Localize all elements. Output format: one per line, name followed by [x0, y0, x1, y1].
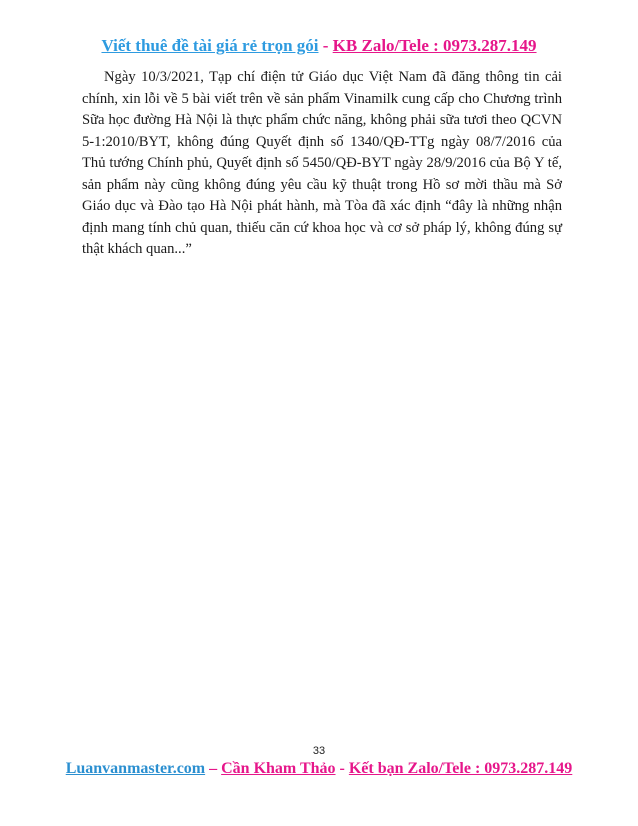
header-service-link[interactable]: Viết thuê đề tài giá rẻ trọn gói — [101, 36, 319, 55]
footer-separator-2: - — [335, 760, 349, 777]
page-number: 33 — [312, 745, 326, 757]
header-separator: - — [318, 36, 333, 55]
header-contact-link[interactable]: KB Zalo/Tele : 0973.287.149 — [332, 36, 537, 55]
footer-site-link[interactable]: Luanvanmaster.com — [65, 760, 206, 777]
footer-name-link[interactable]: Cần Kham Thảo — [221, 760, 336, 777]
footer-separator-1: – — [205, 760, 222, 777]
footer-contact-link[interactable]: Kết bạn Zalo/Tele : 0973.287.149 — [348, 760, 573, 777]
page-header — [0, 36, 638, 56]
page-footer — [0, 760, 638, 778]
body-paragraph: Ngày 10/3/2021, Tạp chí điện tử Giáo dục Việt Nam đã đăng thông tin cải chính, xin lỗi về 5 bài viết trên về sản phẩm Vinamilk cung cấp cho Chương trình Sữa học đường Hà Nội là thực phẩm chức năng, không phải sữa tươi theo QCVN 5-1:2010/BYT, không đúng Quyết định số 1340/QĐ-TTg ngày 08/7/2016 của Thủ tướng Chính phủ, Quyết định số 5450/QĐ-BYT ngày 28/9/2016 của Bộ Y tế, sản phẩm này cũng không đúng yêu cầu kỹ thuật trong Hồ sơ mời thầu mà Sở Giáo dục và Đào tạo Hà Nội phát hành, mà Tòa đã xác định “đây là những nhận định mang tính chủ quan, thiếu căn cứ khoa học và cơ sở pháp lý, không đúng sự thật khách quan...” — [82, 69, 562, 257]
